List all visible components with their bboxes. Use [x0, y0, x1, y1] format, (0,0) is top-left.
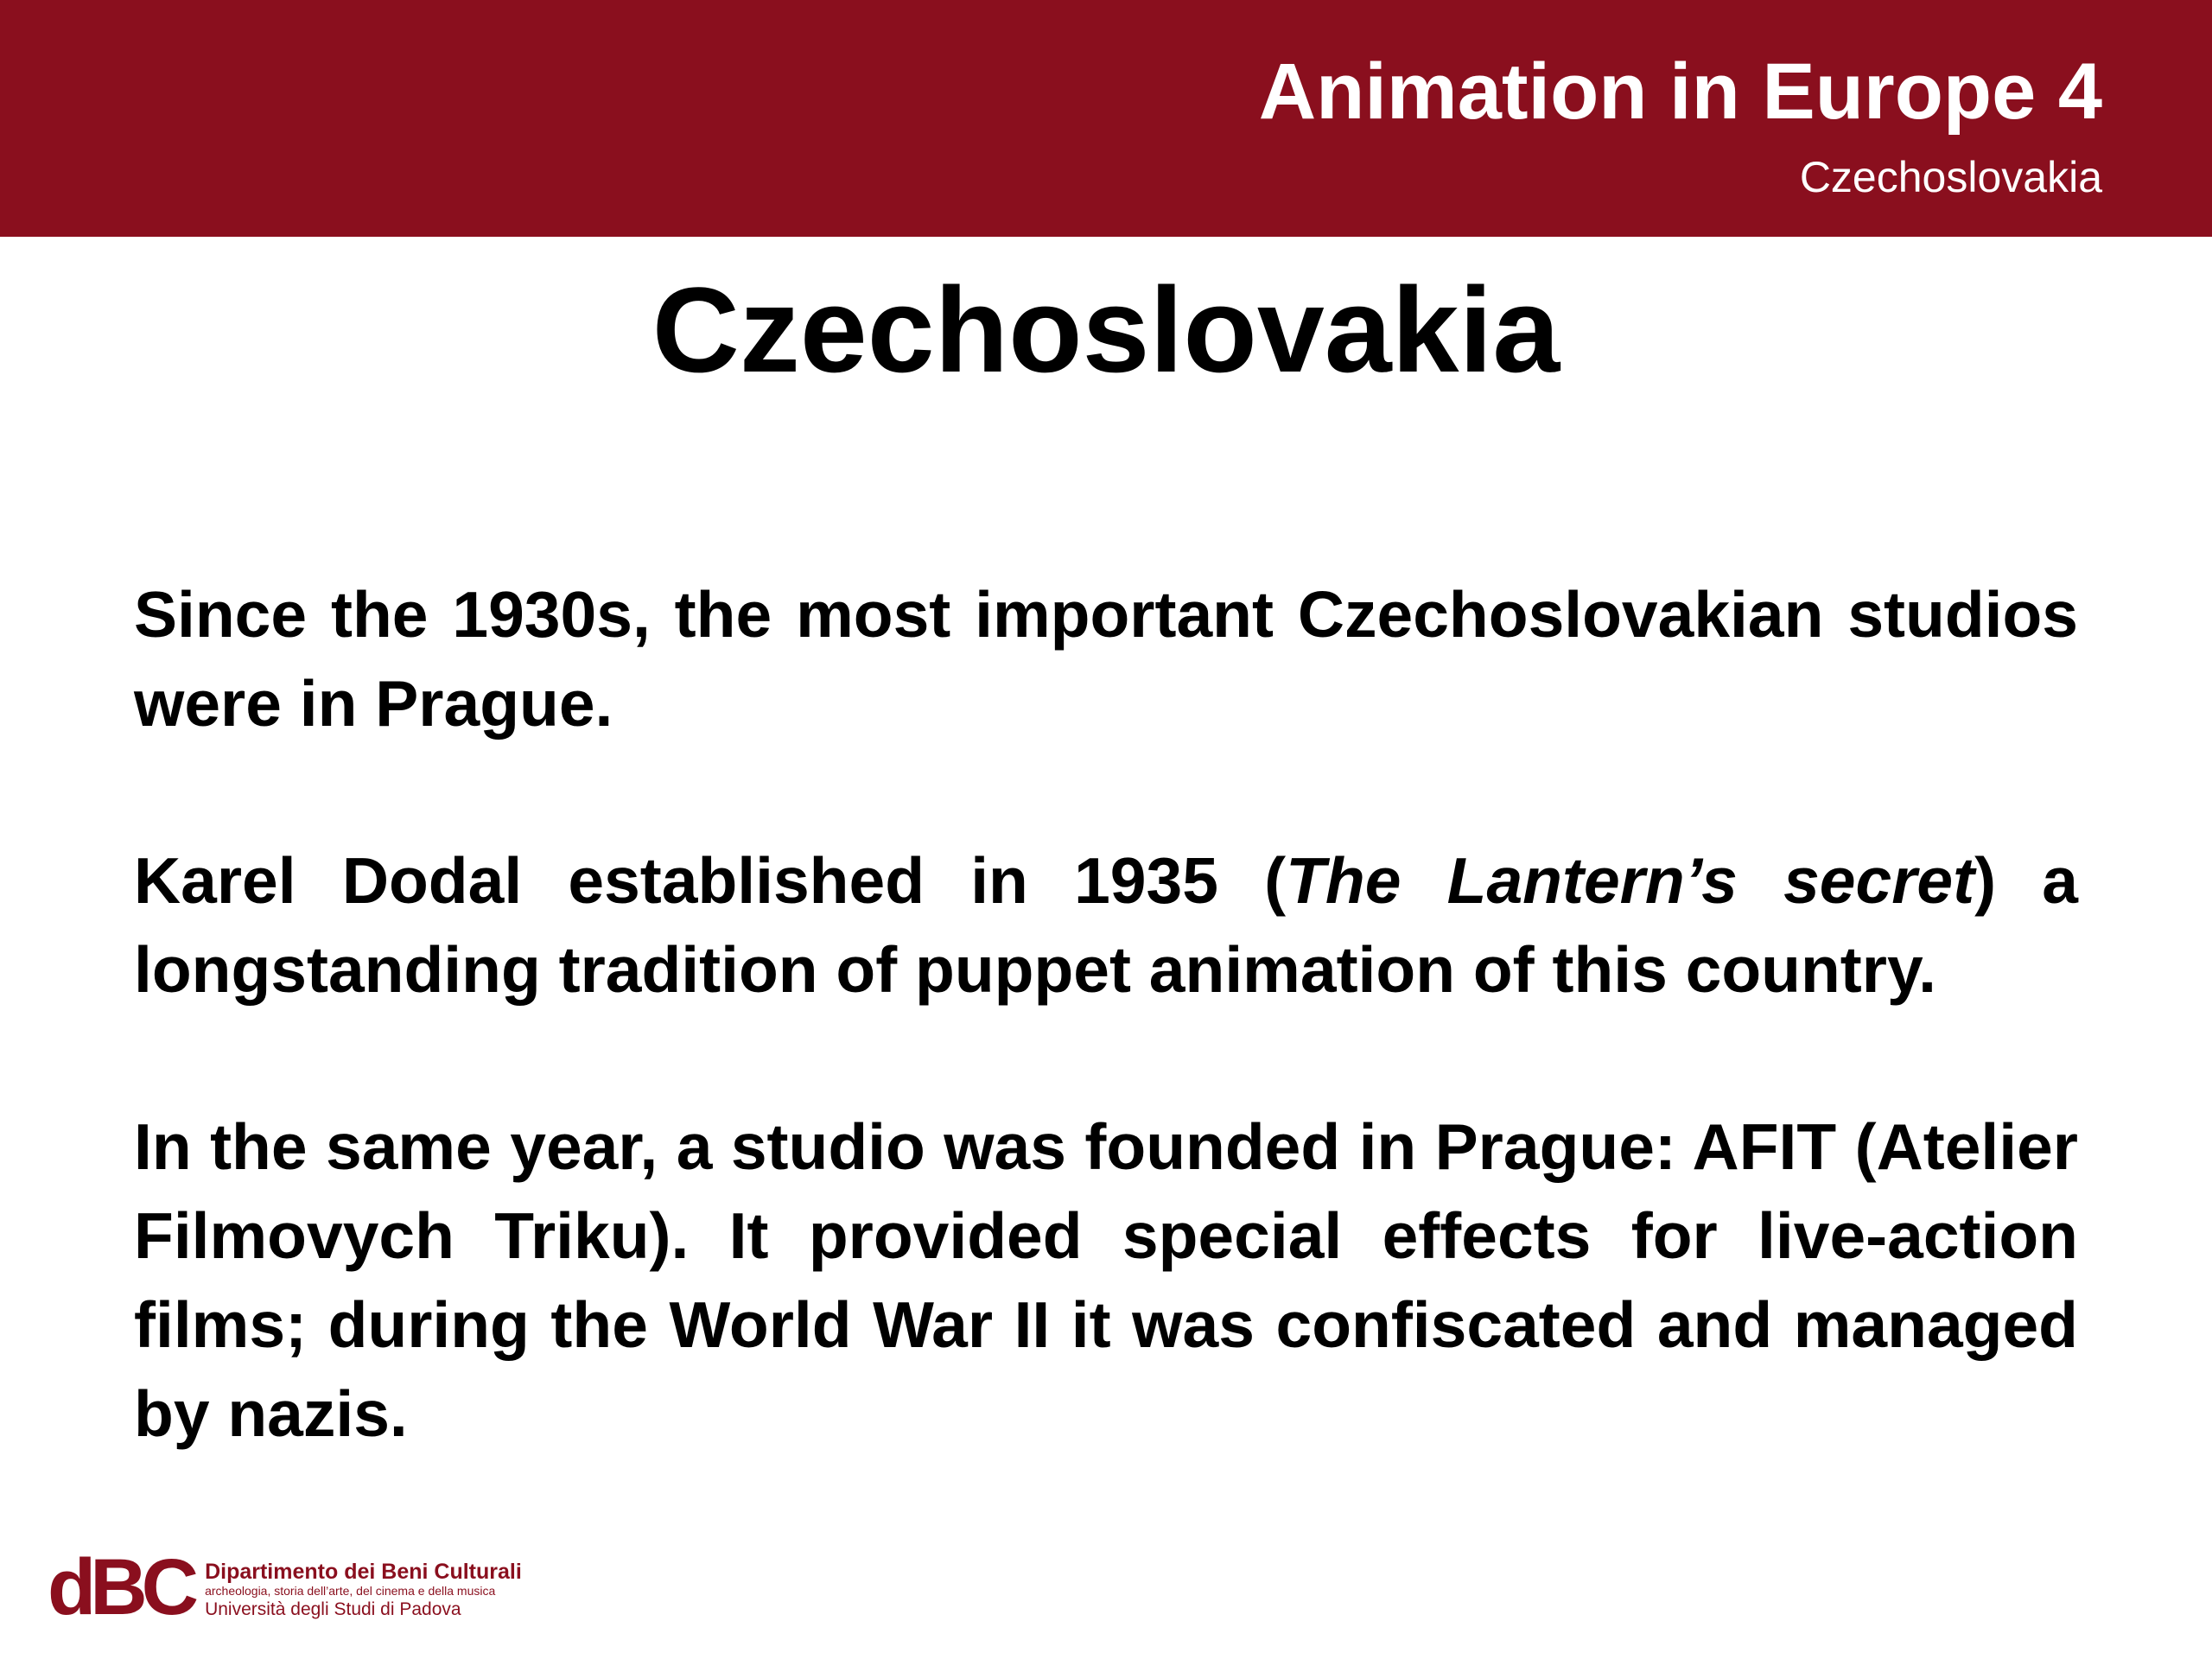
paragraph-karel-dodal [134, 836, 2078, 1014]
paragraph-text-after: ) a longstanding tradition of puppet animation of this country. [134, 844, 2078, 1006]
footer-logo [48, 1543, 522, 1631]
dbc-logo: dBC [48, 1543, 194, 1631]
paragraph-prague-studios: Since the 1930s, the most important Czechoslovakian studios were in Prague. [134, 578, 2078, 740]
slide-title: Czechoslovakia [652, 262, 1560, 397]
paragraph-text-before: Karel Dodal established in 1935 ( [134, 844, 1287, 917]
department-name: Dipartimento dei Beni Culturali [205, 1560, 522, 1585]
film-title: The Lantern’s secret [1286, 844, 1975, 917]
university-name: Università degli Studi di Padova [205, 1599, 461, 1620]
paragraph-afit-studio: In the same year, a studio was founded in Prague: AFIT (Atelier Filmovych Triku). It provided special effects for live-action films; during the World War II it was confiscated and managed by nazis. [134, 1110, 2078, 1450]
slide-body [134, 570, 2078, 1459]
header-band [0, 0, 2212, 237]
header-title: Animation in Europe 4 [1258, 48, 2102, 136]
logo-text [205, 1560, 522, 1620]
department-subtitle: archeologia, storia dell’arte, del cinema e della musica [205, 1584, 496, 1599]
header-subtitle: Czechoslovakia [1799, 153, 2102, 201]
